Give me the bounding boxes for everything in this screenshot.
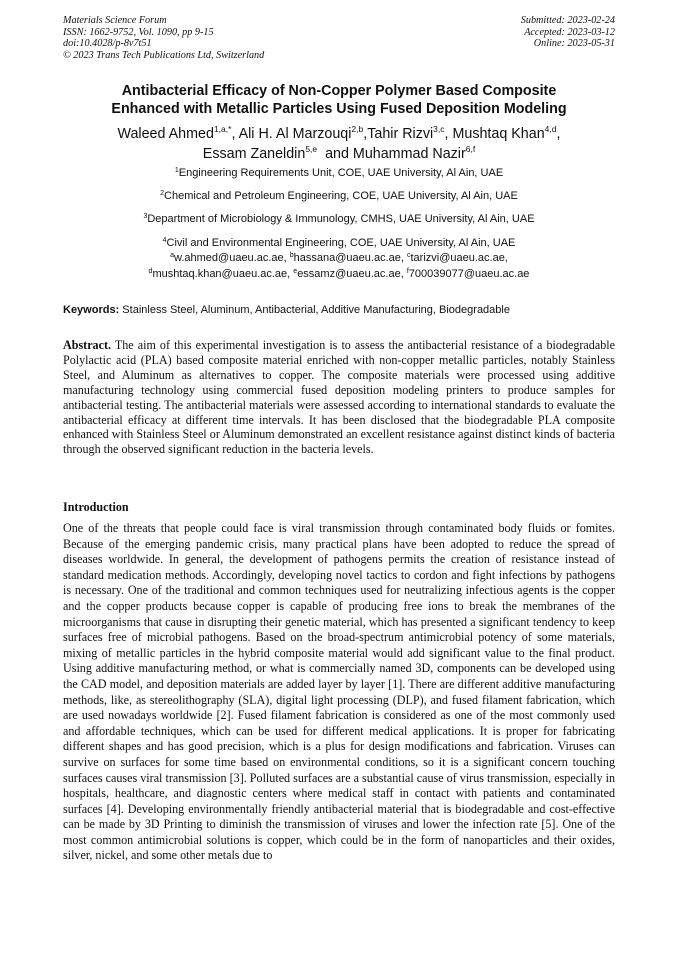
affiliation [40, 211, 638, 234]
author-sup: 5,e [305, 144, 318, 154]
email-sup: c [406, 252, 411, 259]
author-sup: 6,f [465, 144, 476, 154]
publication-dates [521, 15, 615, 50]
author-line-2 [40, 144, 638, 164]
title-line-2: Enhanced with Metallic Particles Using Fused Deposition Modeling [111, 101, 567, 117]
email-address[interactable]: essamz@uaeu.ac.ae, [297, 267, 407, 280]
journal-copyright: © 2023 Trans Tech Publications Ltd, Switzerland [63, 49, 265, 61]
email-sup: e [293, 267, 298, 275]
author-sep: , [231, 126, 239, 142]
online-date: Online: 2023-05-31 [533, 38, 615, 49]
email-line-2 [40, 267, 638, 283]
author-sep: and [317, 146, 353, 162]
author-sup: 2,b [351, 124, 364, 134]
introduction-heading: Introduction [63, 500, 129, 514]
affiliation-sup: 2 [160, 190, 165, 198]
title-line-1: Antibacterial Efficacy of Non-Copper Polymer Based Composite [121, 83, 557, 99]
affiliation [40, 165, 638, 188]
author-name: Waleed Ahmed [117, 126, 214, 142]
email-address[interactable]: hassana@uaeu.ac.ae, [293, 252, 407, 264]
email-sup: f [406, 267, 409, 275]
author-sup: 4,d [544, 124, 557, 134]
author-line-1 [40, 124, 638, 144]
abstract [63, 338, 615, 457]
author-name: Tahir Rizvi [367, 126, 434, 142]
author-sep: , [444, 126, 453, 142]
author-sep: , [556, 126, 561, 142]
author-sep: , [363, 126, 368, 142]
author-name: Mushtaq Khan [452, 126, 545, 142]
submitted-date: Submitted: 2023-02-24 [520, 15, 615, 26]
email-line-1 [40, 251, 638, 267]
author-name: Muhammad Nazir [352, 146, 466, 162]
keywords-label: Keywords: [63, 304, 120, 316]
affiliation-sup: 3 [143, 213, 148, 221]
journal-doi: doi:10.4028/p-8v7t51 [63, 38, 152, 49]
author-list [40, 124, 638, 164]
affiliation-text: Chemical and Petroleum Engineering, COE, UAE University, Al Ain, UAE [164, 190, 518, 203]
email-address[interactable]: 700039077@uaeu.ac.ae [408, 267, 530, 280]
email-sup: d [148, 267, 153, 275]
email-sup: a [170, 252, 175, 259]
affiliation-text: Civil and Environmental Engineering, COE, UAE University, Al Ain, UAE [166, 236, 516, 249]
affiliation-list [40, 165, 638, 258]
affiliation-sup: 1 [174, 167, 179, 174]
author-name: Ali H. Al Marzouqi [238, 126, 352, 142]
affiliation [40, 188, 638, 211]
email-address[interactable]: mushtaq.khan@uaeu.ac.ae, [152, 267, 294, 280]
affiliation-sup: 4 [162, 236, 167, 244]
abstract-text: The aim of this experimental investigation is to assess the antibacterial resistance of a biodegradable Polylactic acid (PLA) based composite material enriched with non-copper metallic particles, notably Stainless Steel, and Aluminum as alternatives to copper. The composite materials were processed using additive manufacturing technology using commercial fused deposition modeling printers to produce samples for antibacterial testing. The antibacterial materials were assessed according to international standards to evaluate the antibacterial efficacy at different time intervals. It has been disclosed that the biodegradable PLA composite enhanced with Stainless Steel or Aluminum demonstrated an excellent resistance against distinct kinds of bacteria through the observed significant reduction in the bacteria levels. [63, 338, 615, 457]
accepted-date: Accepted: 2023-03-12 [524, 26, 615, 38]
affiliation-text: Department of Microbiology & Immunology, CMHS, UAE University, Al Ain, UAE [147, 213, 535, 226]
journal-name: Materials Science Forum [63, 15, 167, 26]
paper-title [40, 82, 638, 118]
email-sup: b [289, 252, 294, 259]
journal-info [63, 15, 264, 61]
email-address[interactable]: tarizvi@uaeu.ac.ae, [410, 252, 508, 264]
email-list [40, 251, 638, 282]
author-sup: 3,c [433, 124, 445, 134]
author-sup: 1,a,* [213, 124, 232, 134]
journal-issn: ISSN: 1662-9752, Vol. 1090, pp 9-15 [63, 26, 214, 38]
keywords-text: Stainless Steel, Aluminum, Antibacterial, Additive Manufacturing, Biodegradable [119, 304, 510, 316]
affiliation-text: Engineering Requirements Unit, COE, UAE University, Al Ain, UAE [178, 167, 504, 179]
keywords [63, 303, 615, 318]
introduction-text: One of the threats that people could face is viral transmission through contaminated body fluids or fomites. Because of the emerging pandemic crisis, many practical plans have been adopted to reduce the spread of diseases worldwide. In general, the development of pathogens permits the creation of resistance instead of standard medication methods. Accordingly, developing novel tactics to cordon and fight infections by pathogens is necessary. One of the traditional and common techniques used for neutralizing infectious agents is the copper and the copper products because copper is capable of producing free ions to break the membranes of the microorganisms that cause in disrupting their genetic material, which has presented a significant tendency to keep surfaces free of microbial pathogens. Based on the broad-spectrum antimicrobial potency of some materials, mixing of metallic particles in the hybrid composite material would add significant value to the final product. Using additive manufacturing method, or what is commercially named 3D, components can be developed using the CAD model, and deposition materials are added layer by layer [1]. There are different additive manufacturing methods, like, as stereolithography (SLA), digital light processing (DLP), and fused filament fabrication, which are used nowadays worldwide [2]. Fused filament fabrication is considered as one of the most commonly used and affordable techniques, which can be used for different medical applications. It is proper for fabricating different shapes and has good precision, which is a plus for design modifications and fabrication. Viruses can survive on surfaces for some time based on environmental conditions, so it is a significant concern touching surfaces causes viral transmission [3]. Polluted surfaces are a substantial cause of virus transmission, especially in hospitals, healthcare, and diagnostic centers where medical staff in contact with patients and contaminated surfaces [4]. Developing environmentally friendly antibacterial material that is biodegradable and cost-effective can be made by 3D Printing to diminish the transmission of viruses and lower the infection rate [5]. One of the most common antimicrobial solutions is copper, which could be in the form of nanoparticles and their oxides, silver, nickel, and some other metals due to [63, 521, 615, 863]
abstract-label: Abstract. [63, 338, 112, 352]
email-address[interactable]: w.ahmed@uaeu.ac.ae, [174, 252, 290, 264]
author-name: Essam Zaneldin [202, 146, 306, 162]
